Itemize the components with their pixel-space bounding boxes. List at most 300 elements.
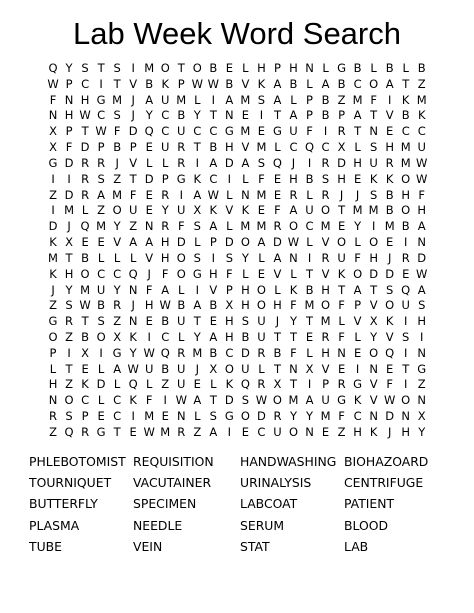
grid-letter[interactable]: U (321, 393, 330, 408)
grid-letter[interactable]: O (256, 298, 266, 313)
grid-letter[interactable]: U (401, 298, 410, 313)
grid-letter[interactable]: M (304, 298, 315, 313)
grid-letter[interactable]: A (129, 235, 138, 250)
grid-letter[interactable]: H (80, 92, 90, 107)
grid-letter[interactable]: W (383, 393, 396, 408)
grid-letter[interactable]: D (96, 377, 106, 392)
grid-letter[interactable]: P (161, 171, 169, 186)
grid-letter[interactable]: A (273, 250, 282, 265)
grid-letter[interactable]: R (177, 424, 186, 439)
grid-letter[interactable]: M (96, 219, 107, 234)
grid-letter[interactable]: E (353, 171, 362, 186)
grid-letter[interactable]: H (225, 140, 234, 155)
grid-letter[interactable]: E (321, 424, 330, 439)
grid-letter[interactable]: S (402, 329, 410, 344)
grid-letter[interactable]: Z (129, 219, 138, 234)
grid-letter[interactable]: V (241, 140, 250, 155)
grid-letter[interactable]: P (306, 108, 313, 123)
grid-letter[interactable]: I (195, 155, 199, 170)
grid-letter[interactable]: G (48, 155, 58, 170)
grid-letter[interactable]: R (337, 377, 346, 392)
grid-letter[interactable]: I (51, 203, 55, 218)
grid-letter[interactable]: A (209, 155, 218, 170)
grid-letter[interactable]: Z (417, 377, 426, 392)
grid-letter[interactable]: P (306, 92, 313, 107)
grid-letter[interactable]: C (257, 424, 266, 439)
grid-letter[interactable]: J (291, 155, 296, 170)
grid-letter[interactable]: A (145, 235, 154, 250)
grid-letter[interactable]: T (177, 60, 185, 75)
grid-letter[interactable]: O (112, 203, 122, 218)
grid-letter[interactable]: V (369, 298, 378, 313)
grid-letter[interactable]: I (131, 60, 135, 75)
grid-letter[interactable]: G (337, 393, 347, 408)
grid-letter[interactable]: H (385, 140, 394, 155)
grid-letter[interactable]: O (240, 409, 250, 424)
grid-letter[interactable]: Z (113, 314, 122, 329)
grid-letter[interactable]: I (355, 361, 360, 376)
grid-letter[interactable]: A (289, 108, 298, 123)
grid-letter[interactable]: S (241, 393, 250, 408)
grid-letter[interactable]: R (81, 424, 90, 439)
grid-letter[interactable]: Q (304, 140, 315, 155)
grid-letter[interactable]: G (224, 124, 234, 139)
grid-letter[interactable]: M (176, 92, 187, 107)
grid-letter[interactable]: R (273, 219, 282, 234)
grid-letter[interactable]: Y (113, 282, 121, 297)
grid-letter[interactable]: Y (289, 409, 297, 424)
grid-letter[interactable]: H (241, 282, 250, 297)
grid-letter[interactable]: L (258, 250, 265, 265)
grid-letter[interactable]: M (64, 203, 75, 218)
grid-letter[interactable]: B (337, 76, 346, 91)
grid-letter[interactable]: F (338, 329, 345, 344)
grid-letter[interactable]: C (193, 124, 202, 139)
grid-letter[interactable]: B (113, 140, 122, 155)
grid-letter[interactable]: I (195, 282, 199, 297)
grid-letter[interactable]: S (257, 92, 266, 107)
grid-letter[interactable]: Y (65, 282, 73, 297)
grid-letter[interactable]: N (128, 314, 138, 329)
grid-letter[interactable]: C (113, 266, 122, 281)
grid-letter[interactable]: R (321, 250, 330, 265)
grid-letter[interactable]: H (289, 171, 298, 186)
grid-letter[interactable]: N (401, 409, 410, 424)
grid-letter[interactable]: H (417, 314, 427, 329)
grid-letter[interactable]: F (274, 203, 281, 218)
grid-letter[interactable]: I (227, 424, 232, 439)
grid-letter[interactable]: L (145, 155, 153, 170)
grid-letter[interactable]: K (129, 329, 137, 344)
grid-letter[interactable]: C (289, 140, 298, 155)
grid-letter[interactable]: T (129, 171, 137, 186)
grid-letter[interactable]: V (225, 203, 234, 218)
grid-letter[interactable]: I (323, 124, 328, 139)
grid-letter[interactable]: E (129, 424, 137, 439)
grid-letter[interactable]: H (225, 329, 234, 344)
grid-letter[interactable]: V (321, 361, 330, 376)
grid-letter[interactable]: K (401, 92, 410, 107)
grid-letter[interactable]: Q (128, 266, 138, 281)
grid-letter[interactable]: F (177, 219, 185, 234)
grid-letter[interactable]: I (99, 76, 103, 91)
grid-letter[interactable]: I (420, 329, 424, 344)
grid-letter[interactable]: L (402, 60, 409, 75)
grid-letter[interactable]: B (145, 76, 154, 91)
grid-letter[interactable]: Y (65, 60, 73, 75)
grid-letter[interactable]: L (194, 235, 201, 250)
grid-letter[interactable]: O (353, 266, 363, 281)
grid-letter[interactable]: S (257, 155, 266, 170)
grid-letter[interactable]: W (79, 108, 91, 123)
grid-letter[interactable]: W (416, 155, 428, 170)
grid-letter[interactable]: S (65, 409, 73, 424)
grid-letter[interactable]: S (65, 298, 73, 313)
grid-letter[interactable]: V (241, 76, 250, 91)
grid-letter[interactable]: N (337, 345, 346, 360)
grid-letter[interactable]: J (275, 314, 280, 329)
grid-letter[interactable]: A (209, 424, 218, 439)
grid-letter[interactable]: R (273, 409, 282, 424)
grid-letter[interactable]: U (417, 140, 426, 155)
grid-letter[interactable]: E (145, 187, 153, 202)
grid-letter[interactable]: R (321, 187, 330, 202)
grid-letter[interactable]: O (176, 250, 186, 265)
grid-letter[interactable]: L (178, 329, 185, 344)
grid-letter[interactable]: U (257, 329, 266, 344)
grid-letter[interactable]: T (81, 124, 89, 139)
grid-letter[interactable]: Q (385, 345, 395, 360)
grid-letter[interactable]: I (211, 250, 216, 265)
grid-letter[interactable]: O (321, 203, 331, 218)
grid-letter[interactable]: R (81, 171, 90, 186)
grid-letter[interactable]: G (337, 60, 347, 75)
grid-letter[interactable]: S (369, 140, 378, 155)
grid-letter[interactable]: Z (65, 377, 73, 392)
grid-letter[interactable]: H (401, 424, 411, 439)
grid-letter[interactable]: K (209, 203, 218, 218)
grid-letter[interactable]: J (339, 187, 344, 202)
grid-letter[interactable]: T (273, 329, 281, 344)
grid-letter[interactable]: I (404, 314, 408, 329)
grid-letter[interactable]: O (160, 60, 170, 75)
grid-letter[interactable]: V (385, 108, 394, 123)
grid-letter[interactable]: U (96, 282, 106, 297)
grid-letter[interactable]: J (51, 282, 55, 297)
grid-letter[interactable]: C (209, 124, 218, 139)
grid-letter[interactable]: X (113, 329, 122, 344)
grid-letter[interactable]: E (97, 235, 105, 250)
grid-letter[interactable]: C (81, 76, 90, 91)
grid-letter[interactable]: I (307, 250, 312, 265)
grid-letter[interactable]: R (289, 187, 298, 202)
grid-letter[interactable]: M (320, 219, 331, 234)
grid-letter[interactable]: H (48, 377, 58, 392)
grid-letter[interactable]: D (256, 409, 266, 424)
grid-letter[interactable]: G (272, 124, 282, 139)
grid-letter[interactable]: O (321, 298, 331, 313)
grid-letter[interactable]: T (306, 266, 314, 281)
grid-letter[interactable]: B (81, 250, 90, 265)
grid-letter[interactable]: X (193, 203, 202, 218)
grid-letter[interactable]: E (81, 361, 89, 376)
grid-letter[interactable]: A (209, 219, 218, 234)
grid-letter[interactable]: K (241, 203, 250, 218)
grid-letter[interactable]: W (95, 124, 107, 139)
grid-letter[interactable]: H (64, 266, 74, 281)
grid-letter[interactable]: I (211, 92, 216, 107)
grid-letter[interactable]: C (401, 124, 410, 139)
grid-letter[interactable]: L (145, 377, 153, 392)
grid-letter[interactable]: F (65, 140, 73, 155)
grid-letter[interactable]: L (242, 171, 249, 186)
grid-letter[interactable]: X (417, 409, 426, 424)
grid-letter[interactable]: T (370, 282, 378, 297)
grid-letter[interactable]: M (368, 203, 379, 218)
grid-letter[interactable]: N (241, 187, 250, 202)
grid-letter[interactable]: T (289, 377, 297, 392)
grid-letter[interactable]: H (353, 424, 362, 439)
grid-letter[interactable]: D (128, 124, 138, 139)
grid-letter[interactable]: L (113, 377, 121, 392)
grid-letter[interactable]: E (145, 140, 153, 155)
grid-letter[interactable]: B (417, 60, 426, 75)
grid-letter[interactable]: J (131, 298, 135, 313)
grid-letter[interactable]: B (401, 219, 410, 234)
grid-letter[interactable]: L (113, 250, 121, 265)
grid-letter[interactable]: I (163, 393, 167, 408)
grid-letter[interactable]: I (179, 187, 183, 202)
grid-letter[interactable]: E (386, 361, 394, 376)
grid-letter[interactable]: A (417, 282, 426, 297)
grid-letter[interactable]: A (257, 235, 266, 250)
grid-letter[interactable]: O (272, 393, 282, 408)
grid-letter[interactable]: N (48, 108, 58, 123)
grid-letter[interactable]: R (257, 377, 266, 392)
grid-letter[interactable]: M (400, 140, 411, 155)
grid-letter[interactable]: Q (80, 219, 90, 234)
grid-letter[interactable]: M (416, 92, 427, 107)
grid-letter[interactable]: R (81, 187, 90, 202)
grid-letter[interactable]: E (241, 424, 250, 439)
grid-letter[interactable]: K (129, 393, 137, 408)
grid-letter[interactable]: B (241, 329, 250, 344)
grid-letter[interactable]: T (209, 393, 217, 408)
grid-letter[interactable]: O (401, 203, 411, 218)
grid-letter[interactable]: I (67, 171, 71, 186)
grid-letter[interactable]: T (402, 76, 410, 91)
grid-letter[interactable]: I (259, 108, 264, 123)
grid-letter[interactable]: W (416, 266, 428, 281)
grid-letter[interactable]: N (144, 219, 154, 234)
grid-letter[interactable]: E (81, 235, 89, 250)
grid-letter[interactable]: A (193, 393, 202, 408)
grid-letter[interactable]: L (370, 60, 377, 75)
grid-letter[interactable]: F (370, 92, 377, 107)
grid-letter[interactable]: B (209, 345, 218, 360)
grid-letter[interactable]: I (387, 92, 392, 107)
grid-letter[interactable]: R (177, 345, 186, 360)
grid-letter[interactable]: B (401, 108, 410, 123)
grid-letter[interactable]: B (209, 298, 218, 313)
grid-letter[interactable]: B (97, 298, 106, 313)
grid-letter[interactable]: S (193, 219, 201, 234)
grid-letter[interactable]: C (417, 124, 426, 139)
grid-letter[interactable]: P (209, 235, 217, 250)
grid-letter[interactable]: K (369, 171, 378, 186)
grid-letter[interactable]: L (210, 377, 217, 392)
grid-letter[interactable]: F (145, 282, 153, 297)
grid-letter[interactable]: C (353, 409, 362, 424)
grid-letter[interactable]: L (81, 203, 89, 218)
grid-letter[interactable]: T (193, 314, 201, 329)
grid-letter[interactable]: B (177, 108, 186, 123)
grid-letter[interactable]: C (97, 266, 106, 281)
grid-letter[interactable]: K (289, 282, 298, 297)
grid-letter[interactable]: A (113, 361, 122, 376)
grid-letter[interactable]: R (113, 298, 122, 313)
grid-letter[interactable]: M (256, 187, 267, 202)
grid-letter[interactable]: F (161, 266, 169, 281)
grid-letter[interactable]: L (306, 345, 313, 360)
grid-letter[interactable]: Y (370, 329, 378, 344)
grid-letter[interactable]: T (193, 140, 201, 155)
grid-letter[interactable]: Q (144, 124, 154, 139)
grid-letter[interactable]: X (305, 361, 314, 376)
grid-letter[interactable]: T (402, 361, 410, 376)
grid-letter[interactable]: L (226, 187, 233, 202)
grid-letter[interactable]: H (417, 203, 427, 218)
grid-letter[interactable]: S (193, 250, 201, 265)
grid-letter[interactable]: W (127, 361, 139, 376)
grid-letter[interactable]: M (352, 92, 363, 107)
grid-letter[interactable]: N (225, 108, 234, 123)
grid-letter[interactable]: W (191, 76, 203, 91)
grid-letter[interactable]: B (353, 60, 362, 75)
grid-letter[interactable]: U (177, 377, 186, 392)
grid-letter[interactable]: B (305, 171, 314, 186)
grid-letter[interactable]: O (288, 424, 299, 439)
grid-letter[interactable]: A (145, 92, 154, 107)
grid-letter[interactable]: N (369, 124, 378, 139)
grid-letter[interactable]: V (129, 155, 138, 170)
grid-letter[interactable]: F (290, 298, 297, 313)
grid-letter[interactable]: N (289, 250, 298, 265)
grid-letter[interactable]: W (143, 424, 155, 439)
grid-letter[interactable]: A (289, 203, 298, 218)
grid-letter[interactable]: U (273, 424, 282, 439)
grid-letter[interactable]: H (337, 171, 346, 186)
grid-letter[interactable]: C (161, 108, 170, 123)
grid-letter[interactable]: W (416, 171, 428, 186)
grid-letter[interactable]: J (387, 424, 392, 439)
grid-letter[interactable]: S (97, 171, 105, 186)
grid-letter[interactable]: B (161, 361, 170, 376)
grid-letter[interactable]: P (322, 377, 330, 392)
grid-letter[interactable]: C (97, 108, 106, 123)
grid-letter[interactable]: V (369, 377, 378, 392)
grid-letter[interactable]: G (176, 171, 186, 186)
grid-letter[interactable]: E (386, 235, 394, 250)
grid-letter[interactable]: N (289, 361, 298, 376)
grid-letter[interactable]: Y (113, 219, 121, 234)
grid-letter[interactable]: K (385, 171, 394, 186)
grid-letter[interactable]: F (258, 171, 265, 186)
grid-letter[interactable]: M (240, 219, 251, 234)
grid-letter[interactable]: T (209, 108, 217, 123)
grid-letter[interactable]: S (113, 108, 121, 123)
grid-letter[interactable]: G (112, 345, 122, 360)
grid-letter[interactable]: A (305, 393, 314, 408)
grid-letter[interactable]: B (385, 203, 394, 218)
grid-letter[interactable]: J (115, 155, 119, 170)
grid-letter[interactable]: I (307, 377, 312, 392)
grid-letter[interactable]: R (401, 250, 410, 265)
grid-letter[interactable]: U (161, 140, 170, 155)
grid-letter[interactable]: B (225, 76, 234, 91)
grid-letter[interactable]: Z (417, 76, 426, 91)
grid-letter[interactable]: A (353, 282, 362, 297)
grid-letter[interactable]: E (145, 314, 153, 329)
grid-letter[interactable]: P (273, 60, 281, 75)
grid-letter[interactable]: B (289, 76, 298, 91)
grid-letter[interactable]: S (418, 298, 426, 313)
grid-letter[interactable]: Y (193, 329, 201, 344)
grid-letter[interactable]: X (369, 314, 378, 329)
grid-letter[interactable]: C (353, 76, 362, 91)
grid-letter[interactable]: P (81, 409, 89, 424)
grid-letter[interactable]: D (176, 235, 186, 250)
grid-letter[interactable]: T (273, 361, 281, 376)
grid-letter[interactable]: X (49, 124, 57, 139)
grid-letter[interactable]: V (113, 235, 122, 250)
grid-letter[interactable]: E (337, 219, 346, 234)
grid-letter[interactable]: E (257, 124, 266, 139)
grid-letter[interactable]: G (96, 92, 106, 107)
grid-letter[interactable]: M (192, 345, 203, 360)
grid-letter[interactable]: C (161, 329, 170, 344)
grid-letter[interactable]: U (369, 155, 378, 170)
grid-letter[interactable]: T (273, 108, 281, 123)
grid-letter[interactable]: Y (193, 108, 201, 123)
grid-letter[interactable]: R (161, 219, 170, 234)
grid-letter[interactable]: L (354, 140, 361, 155)
grid-letter[interactable]: Y (354, 219, 362, 234)
grid-letter[interactable]: S (321, 171, 330, 186)
grid-letter[interactable]: H (321, 345, 330, 360)
grid-letter[interactable]: H (321, 282, 330, 297)
grid-letter[interactable]: A (353, 108, 362, 123)
grid-letter[interactable]: M (112, 92, 123, 107)
grid-letter[interactable]: G (192, 266, 202, 281)
grid-letter[interactable]: P (97, 140, 105, 155)
grid-letter[interactable]: O (369, 345, 379, 360)
grid-letter[interactable]: D (417, 250, 427, 265)
grid-letter[interactable]: L (178, 282, 185, 297)
grid-letter[interactable]: L (290, 92, 297, 107)
grid-letter[interactable]: O (288, 219, 299, 234)
grid-letter[interactable]: H (273, 298, 282, 313)
grid-letter[interactable]: L (242, 266, 249, 281)
grid-letter[interactable]: Y (289, 314, 297, 329)
grid-letter[interactable]: F (226, 266, 233, 281)
grid-letter[interactable]: U (337, 250, 346, 265)
grid-letter[interactable]: X (65, 235, 73, 250)
grid-letter[interactable]: M (144, 409, 155, 424)
grid-letter[interactable]: B (385, 60, 394, 75)
grid-letter[interactable]: U (177, 361, 186, 376)
grid-letter[interactable]: D (337, 155, 346, 170)
